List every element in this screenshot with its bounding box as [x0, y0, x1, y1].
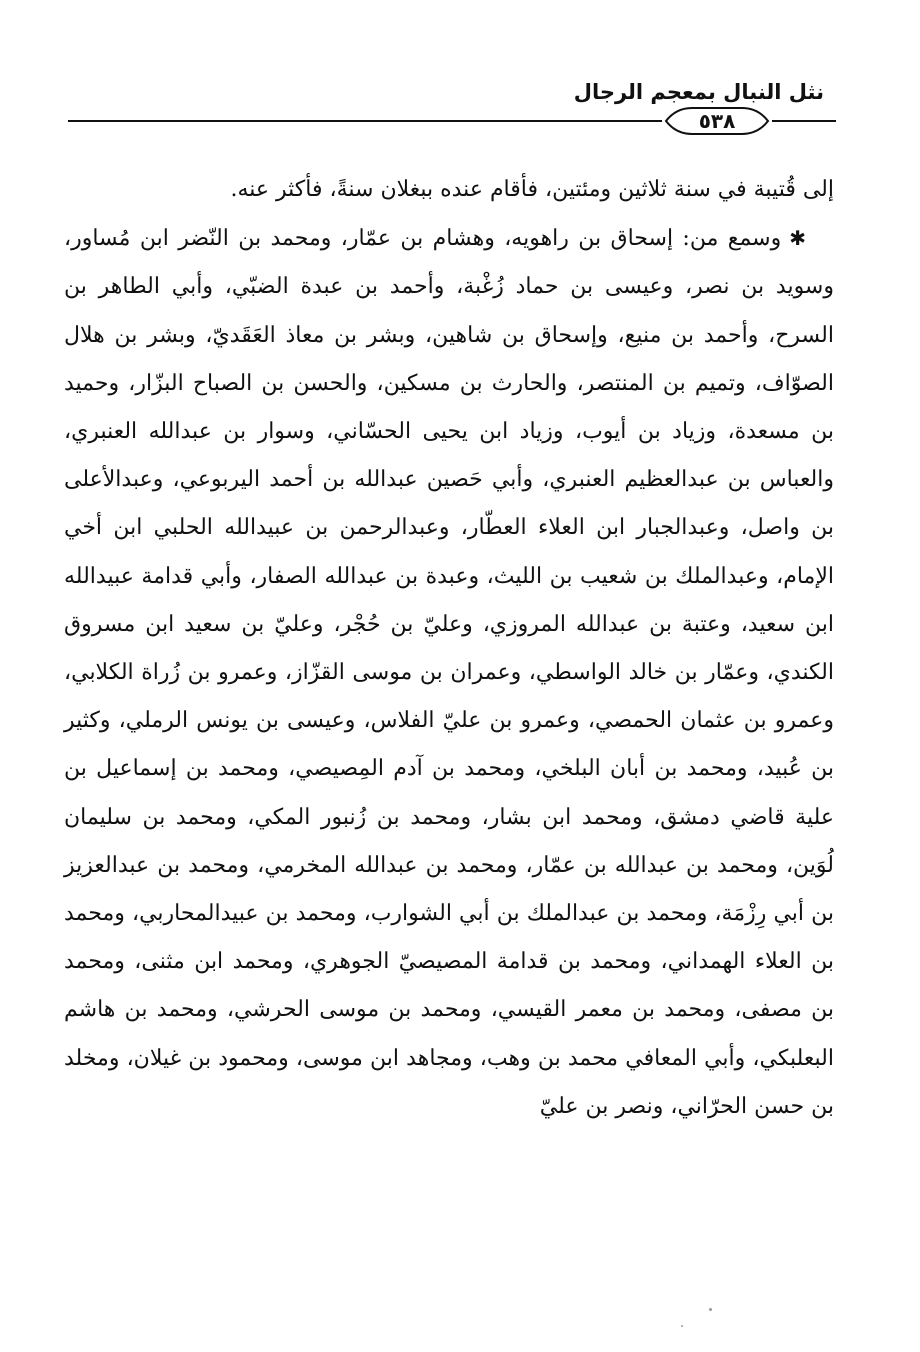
page-number-badge [662, 106, 772, 136]
paragraph-teachers-text: وسمع من: إسحاق بن راهويه، وهشام بن عمّار، ومحمد بن النّضر ابن مُساور، وسويد بن نصر، وعيسى بن حماد زُغْبة، وأحمد بن عبدة الضبّي، وأبي الطاهر بن السرح، وأحمد بن منيع، وإسحاق بن شاهين، وبشر بن معاذ العَقَديّ، وبشر بن هلال الصوّاف، وتميم بن المنتصر، والحارث بن مسكين، والحسن بن الصباح البزّار، وحميد بن مسعدة، وزياد بن أيوب، وزياد ابن يحيى الحسّاني، وسوار بن عبدالله العنبري، والعباس بن عبدالعظيم العنبري، وأبي حَصين عبدالله بن أحمد اليربوعي، وعبدالأعلى بن واصل، وعبدالجبار ابن العلاء العطّار، وعبدالرحمن بن عبيدالله الحلبي ابن أخي الإمام، وعبدالملك بن شعيب بن الليث، وعبدة بن عبدالله الصفار، وأبي قدامة عبيدالله ابن سعيد، وعتبة بن عبدالله المروزي، وعليّ بن حُجْر، وعليّ بن سعيد ابن مسروق الكندي، وعمّار بن خالد الواسطي، وعمران بن موسى القزّاز، وعمرو بن زُراة الكلابي، وعمرو بن عثمان الحمصي، وعمرو بن عليّ الفلاس، وعيسى بن يونس الرملي، وكثير بن عُبيد، ومحمد بن أبان البلخي، ومحمد بن آدم المِصيصي، ومحمد بن إسماعيل بن علية قاضي دمشق، ومحمد ابن بشار، ومحمد بن زُنبور المكي، ومحمد بن سليمان لُوَين، ومحمد بن عبدالله بن عمّار، ومحمد بن عبدالله المخرمي، ومحمد بن عبدالعزيز بن أبي رِزْمَة، ومحمد بن عبدالملك بن أبي الشوارب، ومحمد بن عبيدالمحاربي، ومحمد بن العلاء الهمداني، ومحمد بن قدامة المصيصيّ الجوهري، ومحمد ابن مثنى، ومحمد بن مصفى، ومحمد بن معمر القيسي، ومحمد بن موسى الحرشي، ومحمد بن هاشم البعلبكي، وأبي المعافي محمد بن وهب، ومجاهد ابن موسى، ومحمود بن غيلان، ومخلد بن حسن الحرّاني، ونصر بن عليّ [64, 226, 834, 1119]
paper-speck [709, 1308, 712, 1311]
body-text [64, 166, 834, 1131]
running-header-title: نثل النبال بمعجم الرجال [573, 80, 824, 104]
asterisk-marker-icon: ✱ [789, 226, 806, 251]
page-number: ٥٣٨ [698, 109, 736, 133]
paper-speck [681, 1325, 683, 1327]
paragraph-continuation: إلى قُتيبة في سنة ثلاثين ومئتين، فأقام عنده ببغلان سنةً، فأكثر عنه. [230, 177, 834, 202]
paragraph-teachers [64, 214, 834, 1131]
